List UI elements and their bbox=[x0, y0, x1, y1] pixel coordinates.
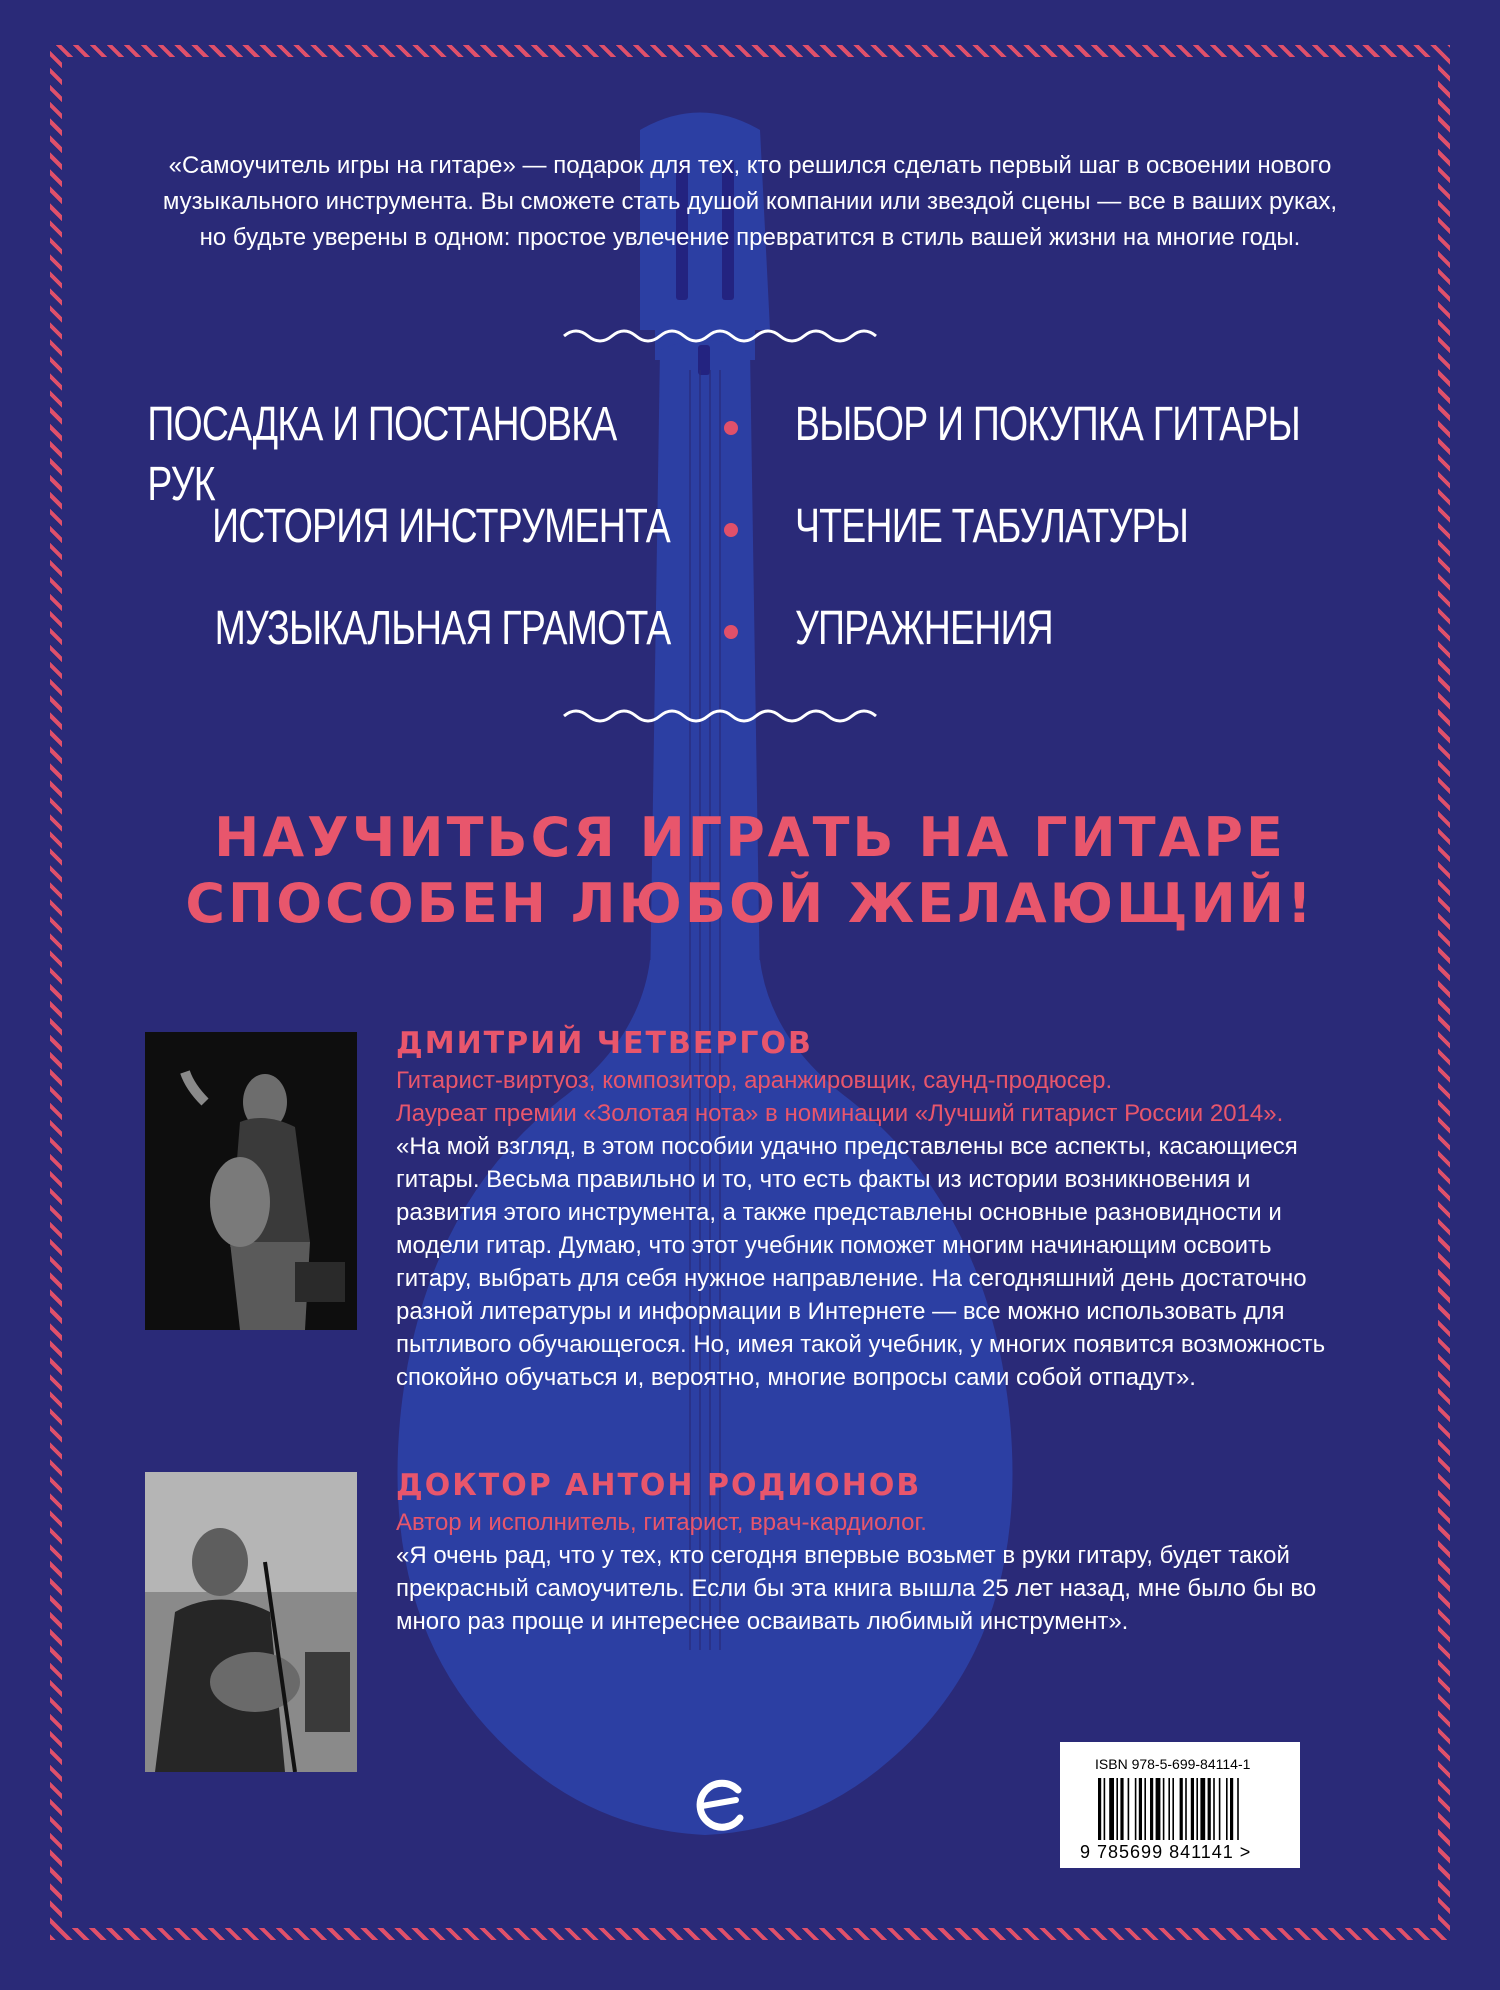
reviewer-quote: «На мой взгляд, в этом пособии удачно представлены все аспекты, касающиеся гитары. Весьма правильно и то, что есть факты из истории возникновения и развития этого инструмента, а также представлены основные разновидности и модели гитар. Думаю, что этот учебник поможет многим начинающим освоить гитару, выбрать для себя нужное направление. На сегодняшний день достаточно разной литературы и информации в Интернете — все можно использовать для пытливого обучающегося. Но, имея такой учебник, у многих появится возможность спокойно обучаться и, вероятно, многие вопросы сами собой отпадут». bbox=[396, 1133, 1326, 1391]
bullet-dot bbox=[724, 421, 738, 435]
photo-dmitry-chetvergov bbox=[145, 1032, 357, 1330]
review-dmitry-chetvergov bbox=[396, 1024, 1326, 1394]
topic-item: ЧТЕНИЕ ТАБУЛАТУРЫ bbox=[795, 500, 1189, 553]
reviewer-award: Лауреат премии «Золотая нота» в номинации «Лучший гитарист России 2014». bbox=[396, 1100, 1284, 1127]
reviewer-role: Гитарист-виртуоз, композитор, аранжировщик, саунд-продюсер. bbox=[396, 1067, 1113, 1094]
topic-item: МУЗЫКАЛЬНАЯ ГРАМОТА bbox=[214, 602, 670, 655]
intro-paragraph: «Самоучитель игры на гитаре» — подарок для тех, кто решился сделать первый шаг в освоении нового музыкального инструмента. Вы сможете стать душой компании или звездой сцены — все в ваших руках, но будьте уверены в одном: простое увлечение превратится в стиль вашей жизни на многие годы. bbox=[162, 152, 1338, 251]
topic-item: ИСТОРИЯ ИНСТРУМЕНТА bbox=[212, 500, 670, 553]
topic-item: УПРАЖНЕНИЯ bbox=[795, 602, 1053, 655]
publisher-logo bbox=[690, 1770, 750, 1840]
topic-row bbox=[0, 497, 1500, 599]
topics-list bbox=[0, 395, 1500, 701]
barcode-bars bbox=[1098, 1778, 1278, 1840]
reviewer-role: Автор и исполнитель, гитарист, врач-кардиолог. bbox=[396, 1509, 927, 1536]
topic-item: ВЫБОР И ПОКУПКА ГИТАРЫ bbox=[795, 398, 1300, 451]
barcode-box bbox=[1060, 1742, 1300, 1868]
bullet-dot bbox=[724, 523, 738, 537]
headline-line: СПОСОБЕН ЛЮБОЙ ЖЕЛАЮЩИЙ! bbox=[185, 872, 1315, 935]
topic-item: ПОСАДКА И ПОСТАНОВКА РУК bbox=[147, 398, 617, 511]
topic-row bbox=[0, 599, 1500, 701]
reviewer-quote: «Я очень рад, что у тех, кто сегодня впервые возьмет в руки гитару, будет такой прекрасный самоучитель. Если бы эта книга вышла 25 лет назад, мне было бы во много раз проще и интереснее осваивать любимый инструмент». bbox=[396, 1542, 1317, 1635]
isbn-text: ISBN 978-5-699-84114-1 bbox=[1095, 1756, 1251, 1772]
headline-line: НАУЧИТЬСЯ ИГРАТЬ НА ГИТАРЕ bbox=[214, 806, 1286, 869]
wave-divider-top bbox=[562, 322, 878, 350]
wave-divider-bottom bbox=[562, 702, 878, 730]
barcode-digits: 9 785699 841141 > bbox=[1080, 1842, 1252, 1862]
review-anton-rodionov bbox=[396, 1466, 1326, 1638]
reviewer-name: ДОКТОР АНТОН РОДИОНОВ bbox=[396, 1468, 922, 1503]
photo-anton-rodionov bbox=[145, 1472, 357, 1772]
bullet-dot bbox=[724, 625, 738, 639]
reviewer-name: ДМИТРИЙ ЧЕТВЕРГОВ bbox=[396, 1026, 813, 1061]
headline bbox=[100, 805, 1400, 937]
topic-row bbox=[0, 395, 1500, 511]
